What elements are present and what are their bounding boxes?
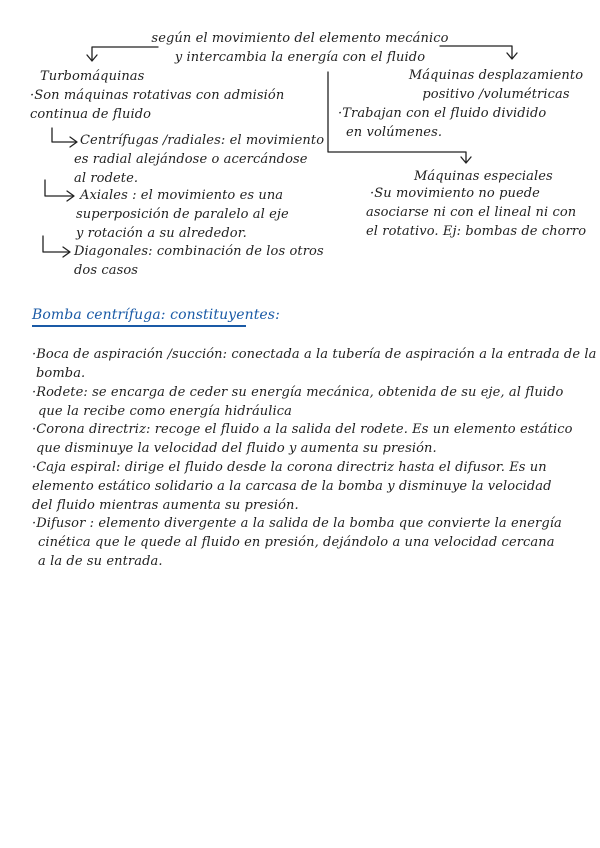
- item-caja-espiral: [32, 458, 552, 515]
- axiales-line-2: superposición de paralelo al eje: [76, 207, 289, 222]
- item-rodete: [32, 383, 563, 421]
- turbo-desc-line-2: continua de fluido: [30, 107, 152, 122]
- turbo-desc-line-1: ·Son máquinas rotativas con admisión: [30, 88, 285, 103]
- turbomaquinas-title: Turbomáquinas: [40, 69, 145, 84]
- item-corona-directriz: [32, 420, 573, 458]
- arrow-to-desplazamiento: [440, 46, 512, 58]
- arrow-to-turbomaquinas: [92, 47, 158, 60]
- difusor-line-3: a la de su entrada.: [38, 554, 163, 569]
- item-boca-aspiracion: [32, 345, 596, 383]
- diagonales-line-2: dos casos: [74, 263, 139, 278]
- especiales-desc: [366, 184, 586, 241]
- hook-arrow-centrifugas: [52, 128, 76, 142]
- especiales-desc-line-2: asociarse ni con el lineal ni con: [366, 205, 577, 220]
- especiales-desc-line-3: el rotativo. Ej: bombas de chorro: [366, 224, 587, 239]
- subtype-diagonales: [74, 242, 324, 280]
- root-line-1: según el movimiento del elemento mecánico: [151, 31, 449, 46]
- rodete-line-1: ·Rodete: se encarga de ceder su energía mecánica, obtenida de su eje, al fluido: [32, 385, 564, 400]
- bomba-heading-underline: [32, 325, 246, 327]
- item-difusor: [32, 514, 562, 571]
- turbomaquinas-desc: [30, 86, 284, 124]
- classification-root: [150, 29, 450, 67]
- centrifugas-line-3: al rodete.: [74, 171, 139, 186]
- especiales-title: Máquinas especiales: [414, 169, 553, 184]
- axiales-line-1: Axiales : el movimiento es una: [80, 188, 284, 203]
- desplazamiento-title: [398, 66, 594, 104]
- bomba-heading: Bomba centrífuga: constituyentes:: [32, 307, 280, 323]
- axiales-line-3: y rotación a su alrededor.: [76, 226, 247, 241]
- corona-line-2: que disminuye la velocidad del fluido y aumenta su presión.: [36, 441, 437, 456]
- caja-line-2: elemento estático solidario a la carcasa de la bomba y disminuye la velocidad: [32, 479, 552, 494]
- especiales-desc-line-1: ·Su movimiento no puede: [370, 186, 540, 201]
- caja-line-3: del fluido mientras aumenta su presión.: [32, 498, 299, 513]
- root-line-2: y intercambia la energía con el fluido: [174, 50, 426, 65]
- hook-arrow-diagonales: [43, 236, 69, 252]
- caja-line-1: ·Caja espiral: dirige el fluido desde la corona directriz hasta el difusor. Es un: [32, 460, 547, 475]
- desplazamiento-title-line-1: Máquinas desplazamiento: [408, 68, 584, 83]
- desplazamiento-title-line-2: positivo /volumétricas: [422, 87, 570, 102]
- boca-line-1: ·Boca de aspiración /succión: conectada a la tubería de aspiración a la entrada de la: [32, 347, 597, 362]
- centrifugas-line-2: es radial alejándose o acercándose: [74, 152, 308, 167]
- desplazamiento-desc-line-2: en volúmenes.: [346, 125, 443, 140]
- subtype-centrifugas: [74, 131, 325, 188]
- diagonales-line-1: Diagonales: combinación de los otros: [74, 244, 324, 259]
- desplazamiento-desc: [338, 104, 546, 142]
- rodete-line-2: que la recibe como energía hidráulica: [38, 404, 293, 419]
- centrifugas-line-1: Centrífugas /radiales: el movimiento: [80, 133, 325, 148]
- desplazamiento-desc-line-1: ·Trabajan con el fluido dividido: [338, 106, 547, 121]
- hook-arrow-axiales: [45, 180, 73, 196]
- difusor-line-2: cinética que le quede al fluido en presión, dejándolo a una velocidad cercana: [38, 535, 555, 550]
- boca-line-2: bomba.: [36, 366, 86, 381]
- difusor-line-1: ·Difusor : elemento divergente a la salida de la bomba que convierte la energía: [32, 516, 562, 531]
- corona-line-1: ·Corona directriz: recoge el fluido a la salida del rodete. Es un elemento estático: [32, 422, 573, 437]
- subtype-axiales: [76, 186, 289, 243]
